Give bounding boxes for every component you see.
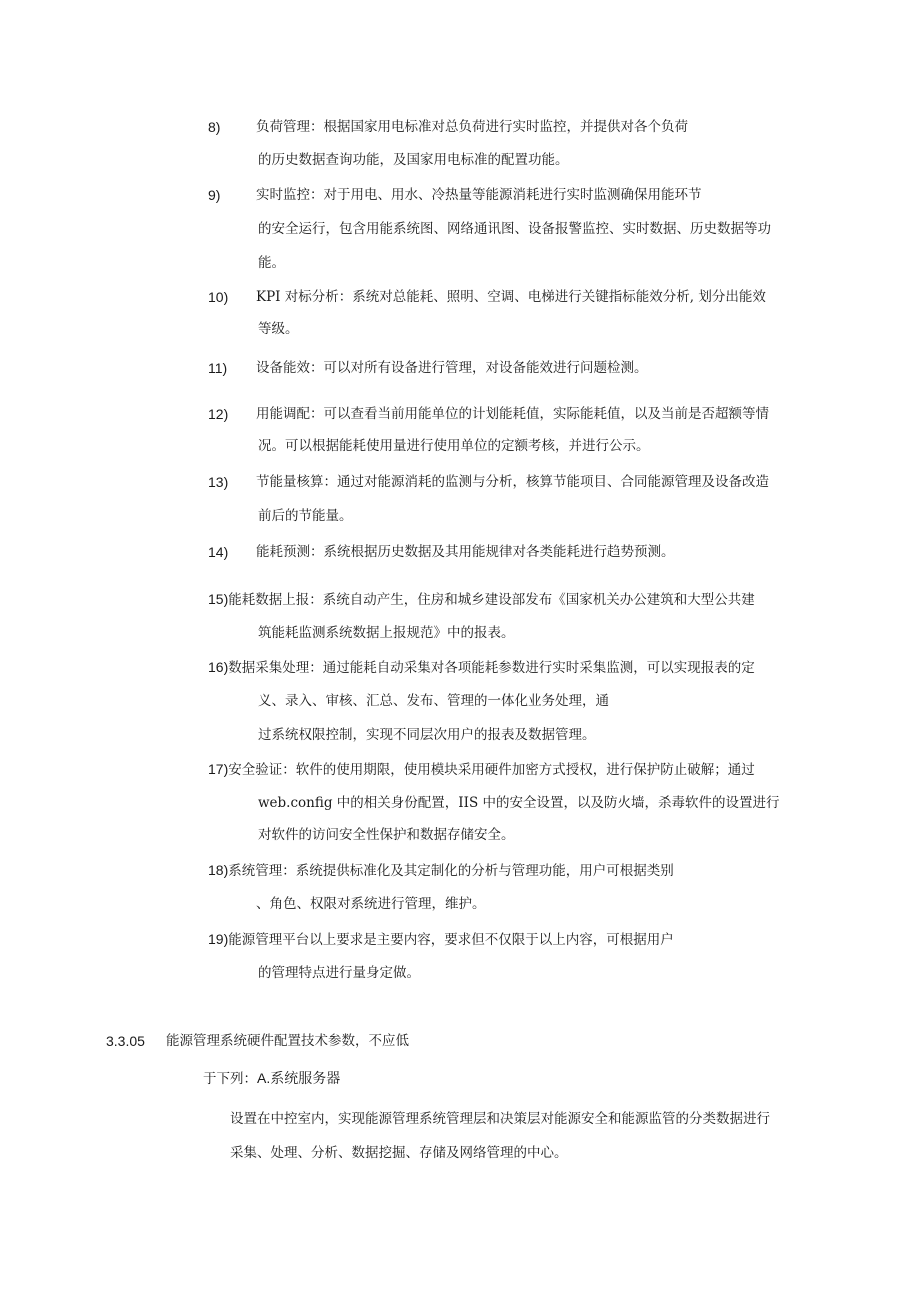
item-number: 16) xyxy=(208,659,229,675)
item-text-line: 能。 xyxy=(258,255,285,271)
item-text-line: 能源管理平台以上要求是主要内容，要求但不仅限于以上内容，可根据用户 xyxy=(228,932,674,948)
section-body-line: 采集、处理、分析、数据挖掘、存储及网络管理的中心。 xyxy=(230,1145,568,1161)
item-first-line xyxy=(208,658,755,677)
section-body-line: 设置在中控室内，实现能源管理系统管理层和决策层对能源安全和能源监管的分类数据进行 xyxy=(230,1111,770,1127)
item-number: 17) xyxy=(208,761,229,777)
item-text-line: 实时监控：对于用电、用水、冷热量等能源消耗进行实时监测确保用能环节 xyxy=(256,187,702,203)
item-text-line: 的历史数据查询功能，及国家用电标准的配置功能。 xyxy=(258,152,569,168)
item-number: 8) xyxy=(208,119,221,135)
item-text-line: 用能调配：可以查看当前用能单位的计划能耗值，实际能耗值，以及当前是否超额等情 xyxy=(256,406,769,422)
item-text-line: 数据采集处理：通过能耗自动采集对各项能耗参数进行实时采集监测，可以实现报表的定 xyxy=(228,660,755,676)
item-text-line: KPI 对标分析：系统对总能耗、照明、空调、电梯进行关键指标能效分析, 划分出能效 xyxy=(256,289,766,305)
item-text-line: 等级。 xyxy=(258,321,299,337)
item-text-line: 筑能耗监测系统数据上报规范》中的报表。 xyxy=(258,625,515,641)
item-text-line: 义、录入、审核、汇总、发布、管理的一体化业务处理，通 xyxy=(258,693,609,709)
item-text-line: 设备能效：可以对所有设备进行管理，对设备能效进行问题检测。 xyxy=(256,360,648,376)
item-text-line: web.config 中的相关身份配置，IIS 中的安全设置，以及防火墙，杀毒软件的设置进行 xyxy=(258,795,780,811)
item-number: 13) xyxy=(208,474,229,490)
item-text-line: 节能量核算：通过对能源消耗的监测与分析，核算节能项目、合同能源管理及设备改造 xyxy=(256,474,769,490)
item-text-line: 系统管理：系统提供标准化及其定制化的分析与管理功能，用户可根据类别 xyxy=(228,863,674,879)
item-text-line: 对软件的访问安全性保护和数据存储安全。 xyxy=(258,827,515,843)
item-text-line: 能耗数据上报：系统自动产生，住房和城乡建设部发布《国家机关办公建筑和大型公共建 xyxy=(228,592,755,608)
item-number: 14) xyxy=(208,544,229,560)
section-subtitle-label: A.系统服务器 xyxy=(257,1070,341,1086)
item-first-line xyxy=(208,930,674,949)
item-first-line xyxy=(208,861,674,880)
item-number: 10) xyxy=(208,289,229,305)
item-number: 19) xyxy=(208,931,229,947)
item-text-line: 的管理特点进行量身定做。 xyxy=(258,965,420,981)
item-first-line xyxy=(208,590,755,609)
item-number: 18) xyxy=(208,862,229,878)
item-text-line: 过系统权限控制，实现不同层次用户的报表及数据管理。 xyxy=(258,727,596,743)
item-first-line xyxy=(208,760,755,779)
item-text-line: 安全验证：软件的使用期限，使用模块采用硬件加密方式授权，进行保护防止破解；通过 xyxy=(228,762,755,778)
item-text-line: 前后的节能量。 xyxy=(258,508,353,524)
section-number: 3.3.05 xyxy=(106,1033,145,1049)
item-number: 12) xyxy=(208,406,229,422)
item-text-line: 、角色、权限对系统进行管理，维护。 xyxy=(256,896,486,912)
section-subtitle xyxy=(203,1069,340,1088)
item-text-line: 的安全运行，包含用能系统图、网络通讯图、设备报警监控、实时数据、历史数据等功 xyxy=(258,221,771,237)
item-text-line: 况。可以根据能耗使用量进行使用单位的定额考核，并进行公示。 xyxy=(258,438,650,454)
section-subtitle-prefix: 于下列： xyxy=(203,1071,257,1087)
item-number: 9) xyxy=(208,187,221,203)
item-number: 11) xyxy=(208,360,228,376)
item-text-line: 能耗预测：系统根据历史数据及其用能规律对各类能耗进行趋势预测。 xyxy=(256,544,675,560)
section-title: 能源管理系统硬件配置技术参数，不应低 xyxy=(166,1033,409,1049)
item-text-line: 负荷管理：根据国家用电标准对总负荷进行实时监控，并提供对各个负荷 xyxy=(256,119,688,135)
item-number: 15) xyxy=(208,591,229,607)
